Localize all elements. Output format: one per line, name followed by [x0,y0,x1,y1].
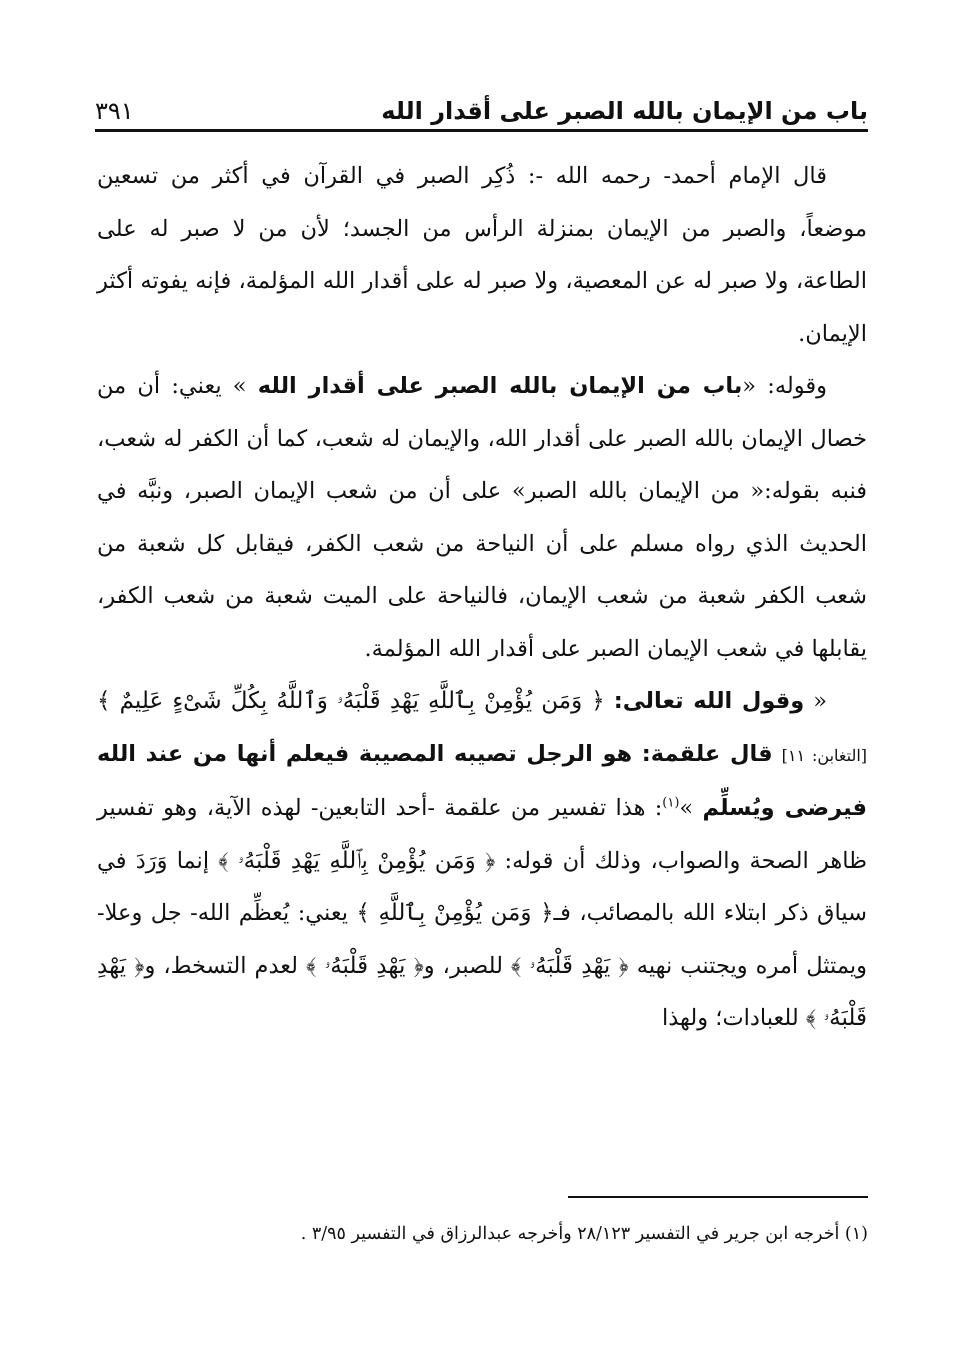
footnote-rule [568,1196,868,1198]
footnote: (١) أخرجه ابن جرير في التفسير ٢٨/١٢٣ وأخرجه عبدالرزاق في التفسير ٣/٩٥ . [300,1224,868,1244]
verse-fragment-2: ﴿ وَمَن يُؤْمِنْ بِٱللَّهِ ﴾ [356,900,554,926]
verse-intro: وقول الله تعالى: [613,688,805,714]
chapter-quote: باب من الإيمان بالله الصبر على أقدار الله [257,373,743,399]
alqama-quote: قال علقمة: هو الرجل تصيبه المصيبة فيعلم أنها من عند الله فيرضى ويُسلِّم [97,740,867,821]
quote-open-2: « [813,688,828,714]
paragraph-3 [97,675,867,1045]
quote-open: وقوله: « [742,373,827,399]
paragraph-2 [97,360,867,675]
commentary-6: للعبادات؛ ولهذا [661,1005,799,1031]
verse-reference: [التغابن: ١١] [781,745,867,765]
commentary-3: يعني: يُعظِّم الله- جل وعلا- ويمتثل أمره ويجتنب نهيه [97,900,867,979]
verse-fragment-1: ﴿ وَمَن يُؤْمِنْ بِٱللَّهِ يَهْدِ قَلْبَهُۥ ﴾ [218,847,496,874]
paragraph-1 [97,150,867,360]
commentary-2: إنما وَرَدَ في سياق ذكر ابتلاء الله بالمصائب، فـ [97,847,867,926]
paragraph-2-text: » يعني: أن من خصال الإيمان بالله الصبر على أقدار الله، والإيمان له شعب، كما أن الكفر له شعب، فنبه بقوله:« من الإيمان بالله الصبر» على أن من شعب الإيمان الصبر، ونبَّه في الحديث الذي رواه مسلم على أن النياحة من شعب الكفر، فيقابل كل شعبة من شعب الكفر شعبة من شعب الإيمان، فالنياحة على الميت شعبة من شعب الكفر، يقابلها في شعب الإيمان الصبر على أقدار الله المؤلمة. [97,373,867,662]
paragraph-1-text: قال الإمام أحمد- رحمه الله -: ذُكِر الصبر في القرآن في أكثر من تسعين موضعاً، والصبر من الإيمان بمنزلة الرأس من الجسد؛ لأن من لا صبر له على الطاعة، ولا صبر له عن المعصية، ولا صبر له على أقدار الله المؤلمة، فإنه يفوته أكثر الإيمان. [97,163,867,347]
page-header [95,85,868,125]
verse-fragment-5: ﴿ يَهْدِ قَلْبَهُۥ ﴾ [97,952,867,1031]
quran-verse: ﴿ وَمَن يُؤْمِنْ بِٱللَّهِ يَهْدِ قَلْبَهُۥ وَٱللَّهُ بِكُلِّ شَىْءٍ عَلِيمٌ ﴾ [97,688,605,714]
quote-close: » [679,795,694,821]
main-text [97,150,867,1045]
running-title: باب من الإيمان بالله الصبر على أقدار الله [381,97,868,125]
footnote-marker: (١) [662,795,680,811]
commentary-4: للصبر، و [423,952,503,979]
verse-fragment-3: ﴿ يَهْدِ قَلْبَهُۥ ﴾ [511,952,629,979]
header-rule [95,129,868,132]
verse-fragment-4: ﴿ يَهْدِ قَلْبَهُۥ ﴾ [306,952,424,979]
commentary-5: لعدم التسخط، و [144,952,299,979]
commentary-1: : هذا تفسير من علقمة -أحد التابعين- لهذه الآية، وهو تفسير ظاهر الصحة والصواب، وذلك أن قوله: [97,795,867,874]
page-number: ٣٩١ [95,97,134,125]
